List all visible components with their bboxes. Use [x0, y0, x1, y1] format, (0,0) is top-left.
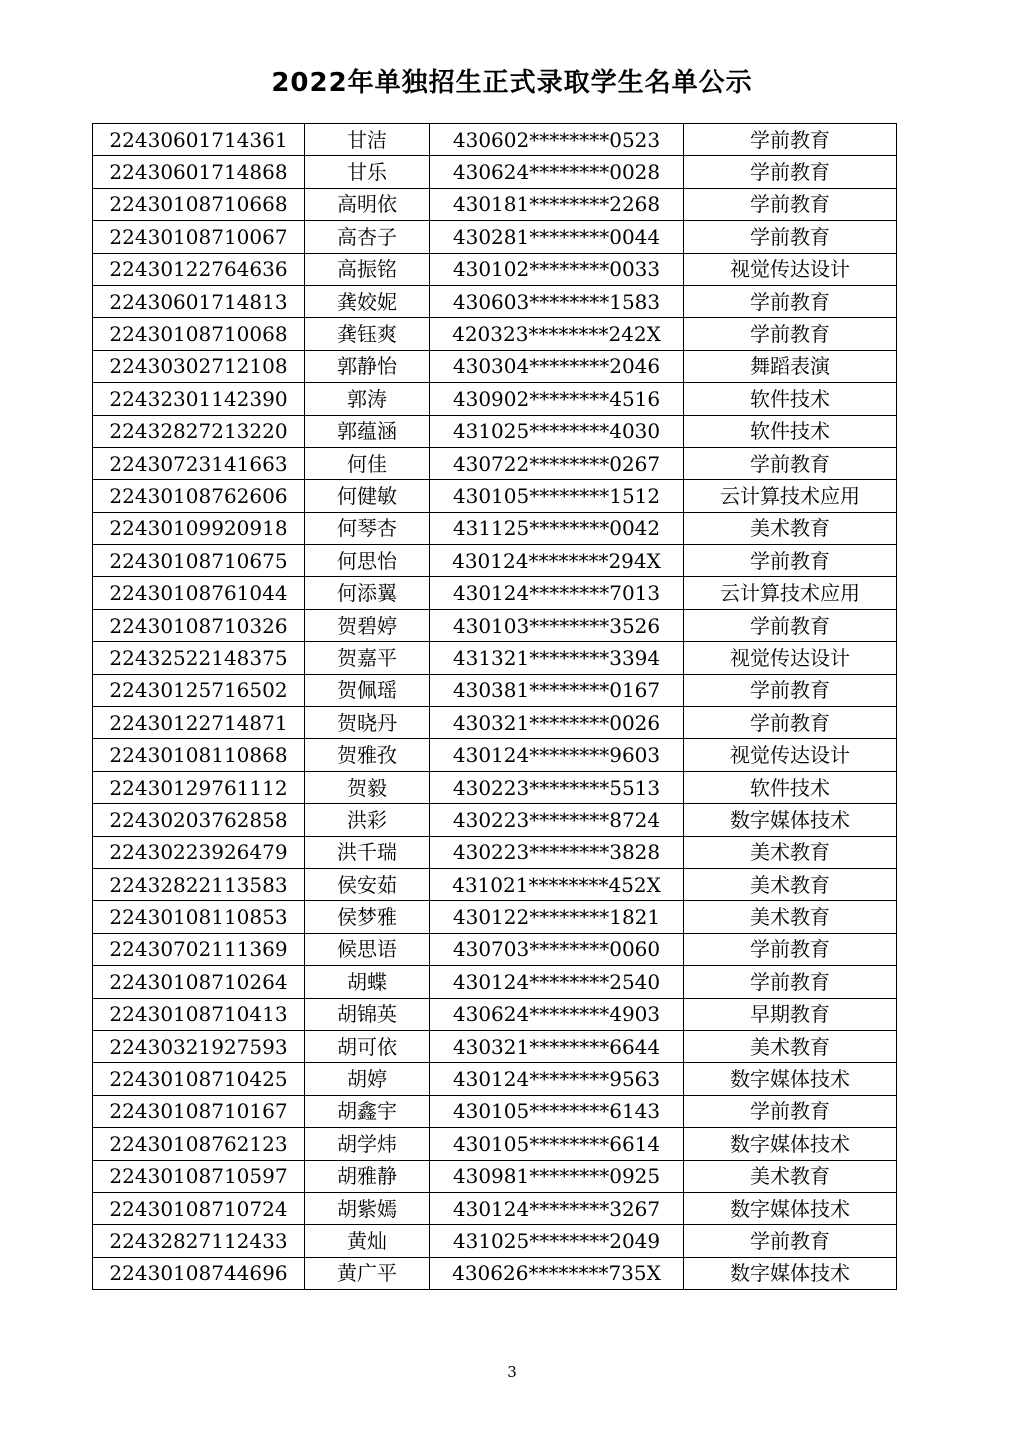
major-cell: 学前教育 [684, 1095, 897, 1127]
exam-number-cell: 22430108762606 [93, 480, 305, 512]
student-name-cell: 胡锦英 [305, 998, 430, 1030]
exam-number-cell: 22430302712108 [93, 350, 305, 382]
major-cell: 数字媒体技术 [684, 1192, 897, 1224]
table-row [93, 642, 897, 674]
exam-number-cell: 22430122764636 [93, 253, 305, 285]
id-card-cell: 430124********3267 [430, 1192, 684, 1224]
major-cell: 学前教育 [684, 545, 897, 577]
id-card-cell: 430321********0026 [430, 707, 684, 739]
student-name-cell: 胡蝶 [305, 966, 430, 998]
id-card-cell: 431021********452X [430, 868, 684, 900]
exam-number-cell: 22430122714871 [93, 707, 305, 739]
table-row [93, 804, 897, 836]
table-row [93, 383, 897, 415]
exam-number-cell: 22430321927593 [93, 1030, 305, 1062]
student-name-cell: 高振铭 [305, 253, 430, 285]
id-card-cell: 430105********1512 [430, 480, 684, 512]
table-row [93, 1225, 897, 1257]
student-name-cell: 胡鑫宇 [305, 1095, 430, 1127]
student-name-cell: 甘洁 [305, 124, 430, 156]
id-card-cell: 430603********1583 [430, 285, 684, 317]
student-name-cell: 郭蕴涵 [305, 415, 430, 447]
student-name-cell: 郭静怡 [305, 350, 430, 382]
major-cell: 早期教育 [684, 998, 897, 1030]
table-row [93, 739, 897, 771]
exam-number-cell: 22430108710326 [93, 609, 305, 641]
id-card-cell: 430105********6614 [430, 1128, 684, 1160]
major-cell: 学前教育 [684, 285, 897, 317]
major-cell: 数字媒体技术 [684, 804, 897, 836]
exam-number-cell: 22432827213220 [93, 415, 305, 447]
exam-number-cell: 22430108762123 [93, 1128, 305, 1160]
major-cell: 软件技术 [684, 415, 897, 447]
student-name-cell: 贺毅 [305, 771, 430, 803]
id-card-cell: 430223********3828 [430, 836, 684, 868]
student-name-cell: 龚钰爽 [305, 318, 430, 350]
student-name-cell: 黄灿 [305, 1225, 430, 1257]
admission-list-body [93, 124, 897, 1290]
id-card-cell: 431125********0042 [430, 512, 684, 544]
id-card-cell: 430602********0523 [430, 124, 684, 156]
student-name-cell: 胡学炜 [305, 1128, 430, 1160]
major-cell: 学前教育 [684, 188, 897, 220]
student-name-cell: 胡可依 [305, 1030, 430, 1062]
major-cell: 学前教育 [684, 707, 897, 739]
table-row [93, 545, 897, 577]
major-cell: 学前教育 [684, 933, 897, 965]
table-row [93, 1063, 897, 1095]
table-row [93, 221, 897, 253]
id-card-cell: 430722********0267 [430, 447, 684, 479]
exam-number-cell: 22430108710675 [93, 545, 305, 577]
id-card-cell: 430124********294X [430, 545, 684, 577]
student-name-cell: 侯安茹 [305, 868, 430, 900]
student-name-cell: 候思语 [305, 933, 430, 965]
id-card-cell: 430223********5513 [430, 771, 684, 803]
exam-number-cell: 22430108744696 [93, 1257, 305, 1289]
major-cell: 美术教育 [684, 901, 897, 933]
major-cell: 云计算技术应用 [684, 480, 897, 512]
id-card-cell: 430124********7013 [430, 577, 684, 609]
table-row [93, 1257, 897, 1289]
id-card-cell: 430321********6644 [430, 1030, 684, 1062]
id-card-cell: 430124********2540 [430, 966, 684, 998]
admission-list-table [92, 123, 897, 1290]
student-name-cell: 高杏子 [305, 221, 430, 253]
id-card-cell: 430102********0033 [430, 253, 684, 285]
student-name-cell: 胡婷 [305, 1063, 430, 1095]
student-name-cell: 高明依 [305, 188, 430, 220]
exam-number-cell: 22430108710413 [93, 998, 305, 1030]
exam-number-cell: 22430109920918 [93, 512, 305, 544]
student-name-cell: 何琴杏 [305, 512, 430, 544]
table-row [93, 1128, 897, 1160]
table-row [93, 1030, 897, 1062]
major-cell: 学前教育 [684, 318, 897, 350]
table-row [93, 253, 897, 285]
major-cell: 学前教育 [684, 124, 897, 156]
table-row [93, 836, 897, 868]
major-cell: 学前教育 [684, 447, 897, 479]
major-cell: 美术教育 [684, 1160, 897, 1192]
table-row [93, 1160, 897, 1192]
id-card-cell: 430103********3526 [430, 609, 684, 641]
student-name-cell: 胡紫嫣 [305, 1192, 430, 1224]
major-cell: 数字媒体技术 [684, 1063, 897, 1095]
major-cell: 学前教育 [684, 674, 897, 706]
exam-number-cell: 22430108710597 [93, 1160, 305, 1192]
student-name-cell: 黄广平 [305, 1257, 430, 1289]
exam-number-cell: 22430108710425 [93, 1063, 305, 1095]
table-row [93, 771, 897, 803]
student-name-cell: 甘乐 [305, 156, 430, 188]
id-card-cell: 430281********0044 [430, 221, 684, 253]
major-cell: 视觉传达设计 [684, 253, 897, 285]
exam-number-cell: 22430723141663 [93, 447, 305, 479]
major-cell: 舞蹈表演 [684, 350, 897, 382]
exam-number-cell: 22430223926479 [93, 836, 305, 868]
page-title: 2022年单独招生正式录取学生名单公示 [271, 68, 753, 98]
exam-number-cell: 22432822113583 [93, 868, 305, 900]
table-row [93, 901, 897, 933]
major-cell: 学前教育 [684, 966, 897, 998]
table-row [93, 285, 897, 317]
exam-number-cell: 22430108710068 [93, 318, 305, 350]
table-row [93, 674, 897, 706]
exam-number-cell: 22430125716502 [93, 674, 305, 706]
exam-number-cell: 22430601714868 [93, 156, 305, 188]
id-card-cell: 430124********9603 [430, 739, 684, 771]
major-cell: 学前教育 [684, 156, 897, 188]
exam-number-cell: 22430129761112 [93, 771, 305, 803]
major-cell: 美术教育 [684, 512, 897, 544]
table-row [93, 188, 897, 220]
major-cell: 学前教育 [684, 1225, 897, 1257]
student-name-cell: 贺佩瑶 [305, 674, 430, 706]
major-cell: 软件技术 [684, 383, 897, 415]
student-name-cell: 何佳 [305, 447, 430, 479]
table-row [93, 609, 897, 641]
table-row [93, 350, 897, 382]
exam-number-cell: 22430108710167 [93, 1095, 305, 1127]
exam-number-cell: 22430108710067 [93, 221, 305, 253]
id-card-cell: 430304********2046 [430, 350, 684, 382]
table-row [93, 318, 897, 350]
major-cell: 视觉传达设计 [684, 739, 897, 771]
id-card-cell: 430624********0028 [430, 156, 684, 188]
id-card-cell: 430181********2268 [430, 188, 684, 220]
id-card-cell: 431321********3394 [430, 642, 684, 674]
exam-number-cell: 22432827112433 [93, 1225, 305, 1257]
major-cell: 学前教育 [684, 609, 897, 641]
exam-number-cell: 22430601714361 [93, 124, 305, 156]
student-name-cell: 贺碧婷 [305, 609, 430, 641]
id-card-cell: 431025********4030 [430, 415, 684, 447]
exam-number-cell: 22430108110853 [93, 901, 305, 933]
exam-number-cell: 22430203762858 [93, 804, 305, 836]
student-name-cell: 郭涛 [305, 383, 430, 415]
exam-number-cell: 22430702111369 [93, 933, 305, 965]
student-name-cell: 贺嘉平 [305, 642, 430, 674]
id-card-cell: 430223********8724 [430, 804, 684, 836]
id-card-cell: 430902********4516 [430, 383, 684, 415]
exam-number-cell: 22430108710724 [93, 1192, 305, 1224]
student-name-cell: 胡雅静 [305, 1160, 430, 1192]
student-name-cell: 侯梦雅 [305, 901, 430, 933]
id-card-cell: 430381********0167 [430, 674, 684, 706]
id-card-cell: 420323********242X [430, 318, 684, 350]
exam-number-cell: 22432522148375 [93, 642, 305, 674]
student-name-cell: 何健敏 [305, 480, 430, 512]
id-card-cell: 430703********0060 [430, 933, 684, 965]
table-row [93, 966, 897, 998]
page-number: 3 [507, 1363, 517, 1381]
student-name-cell: 贺雅孜 [305, 739, 430, 771]
exam-number-cell: 22430108110868 [93, 739, 305, 771]
table-row [93, 415, 897, 447]
table-row [93, 480, 897, 512]
student-name-cell: 何添翼 [305, 577, 430, 609]
table-row [93, 1192, 897, 1224]
student-name-cell: 洪千瑞 [305, 836, 430, 868]
table-row [93, 998, 897, 1030]
id-card-cell: 430624********4903 [430, 998, 684, 1030]
major-cell: 软件技术 [684, 771, 897, 803]
id-card-cell: 430626********735X [430, 1257, 684, 1289]
table-row [93, 933, 897, 965]
student-name-cell: 洪彩 [305, 804, 430, 836]
exam-number-cell: 22430108710668 [93, 188, 305, 220]
major-cell: 学前教育 [684, 221, 897, 253]
major-cell: 云计算技术应用 [684, 577, 897, 609]
student-name-cell: 龚姣妮 [305, 285, 430, 317]
id-card-cell: 430122********1821 [430, 901, 684, 933]
exam-number-cell: 22430108761044 [93, 577, 305, 609]
id-card-cell: 431025********2049 [430, 1225, 684, 1257]
id-card-cell: 430105********6143 [430, 1095, 684, 1127]
exam-number-cell: 22432301142390 [93, 383, 305, 415]
id-card-cell: 430124********9563 [430, 1063, 684, 1095]
table-row [93, 156, 897, 188]
major-cell: 数字媒体技术 [684, 1257, 897, 1289]
table-row [93, 577, 897, 609]
table-row [93, 124, 897, 156]
table-row [93, 512, 897, 544]
table-row [93, 447, 897, 479]
major-cell: 视觉传达设计 [684, 642, 897, 674]
major-cell: 美术教育 [684, 836, 897, 868]
major-cell: 美术教育 [684, 1030, 897, 1062]
table-row [93, 1095, 897, 1127]
id-card-cell: 430981********0925 [430, 1160, 684, 1192]
student-name-cell: 贺晓丹 [305, 707, 430, 739]
student-name-cell: 何思怡 [305, 545, 430, 577]
exam-number-cell: 22430601714813 [93, 285, 305, 317]
major-cell: 数字媒体技术 [684, 1128, 897, 1160]
table-row [93, 707, 897, 739]
table-row [93, 868, 897, 900]
exam-number-cell: 22430108710264 [93, 966, 305, 998]
major-cell: 美术教育 [684, 868, 897, 900]
